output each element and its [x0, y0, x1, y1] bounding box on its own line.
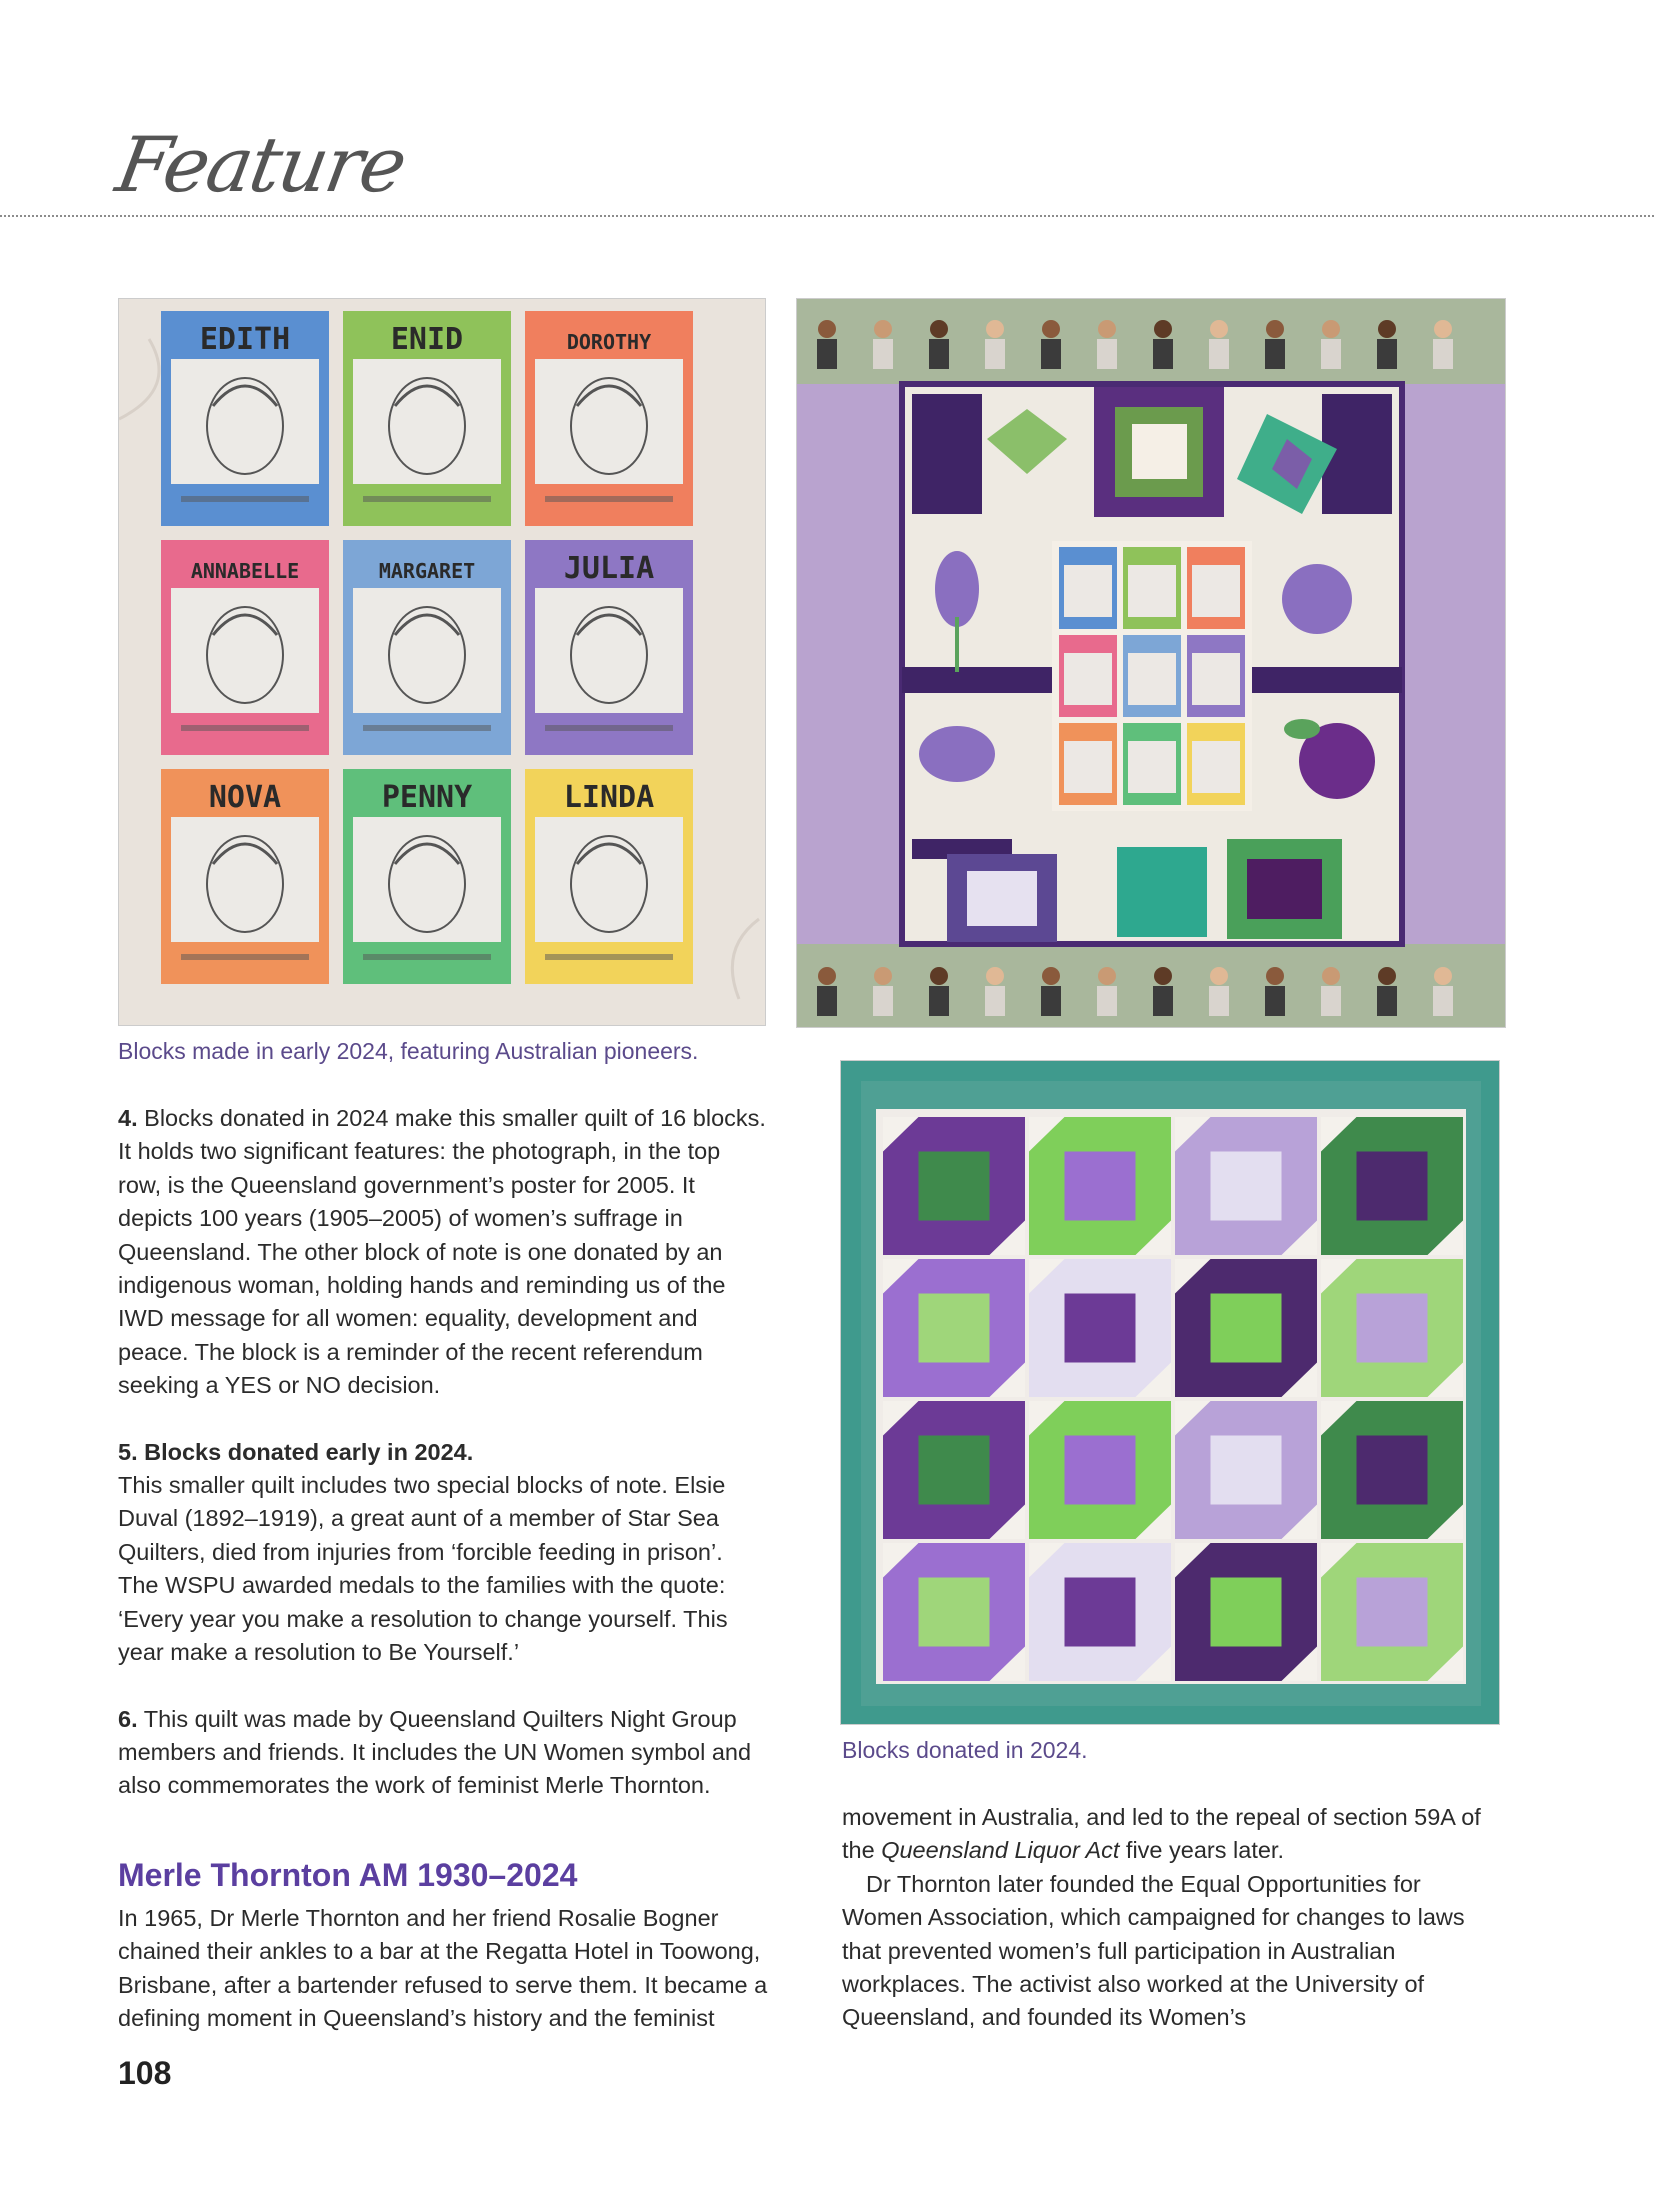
pioneer-block: [343, 311, 511, 526]
pioneer-name-label: EDITH: [199, 322, 291, 357]
merle-text-part: five years later.: [1119, 1837, 1284, 1864]
donated-block: [883, 1117, 1025, 1255]
pioneer-name-label: ENID: [390, 322, 464, 357]
merle-paragraph-1-end: [842, 1801, 1492, 1868]
donated-block: [883, 1259, 1025, 1397]
merle-right-text: [842, 1801, 1492, 2035]
pioneer-block: [161, 311, 329, 526]
border-figure: [1153, 320, 1173, 369]
border-figure: [1097, 967, 1117, 1016]
donated-block: [1175, 1401, 1317, 1539]
pioneer-name-label: DOROTHY: [566, 330, 652, 354]
donated-block: [1029, 1117, 1171, 1255]
donated-block: [1175, 1543, 1317, 1681]
paragraph-4-number: 4.: [118, 1105, 138, 1131]
pioneers-quilt-photo: [118, 298, 766, 1026]
pioneer-block: [525, 540, 693, 755]
paragraph-6: [118, 1703, 768, 1803]
pioneer-block: [343, 540, 511, 755]
paragraph-4: [118, 1102, 768, 1403]
border-figure: [1321, 967, 1341, 1016]
donated-block: [1175, 1259, 1317, 1397]
border-figure: [1153, 967, 1173, 1016]
merle-text-part: movement in Australia, and led to the repeal of section 59A of the: [842, 1804, 1481, 1864]
border-figure: [873, 967, 893, 1016]
paragraph-4-text: Blocks donated in 2024 make this smaller quilt of 16 blocks. It holds two significant features: the photograph, in the top row, is the Queensland government’s poster for 2005. It depicts 100 years (1905–2005) of women’s suffrage in Queensland. The other block of note is one donated by an indigenous woman, holding hands and reminding us of the IWD message for all women: equality, development and peace. The block is a reminder of the recent referendum seeking a YES or NO decision.: [118, 1105, 766, 1399]
border-figure: [1321, 320, 1341, 369]
caption-pioneers: Blocks made in early 2024, featuring Australian pioneers.: [118, 1038, 699, 1064]
pioneer-block: [525, 769, 693, 984]
border-figure: [873, 320, 893, 369]
paragraph-5: [118, 1436, 768, 1670]
border-figure: [1265, 320, 1285, 369]
pioneer-name-label: ANNABELLE: [190, 559, 300, 583]
border-figure: [929, 320, 949, 369]
donated-block: [1175, 1117, 1317, 1255]
border-figure: [1433, 967, 1453, 1016]
pioneer-name-label: MARGARET: [378, 559, 476, 583]
border-figure: [1377, 967, 1397, 1016]
feature-section-header: [110, 115, 410, 245]
donated-block: [1321, 1543, 1463, 1681]
border-figure: [1209, 320, 1229, 369]
paragraph-5-text: This smaller quilt includes two special blocks of note. Elsie Duval (1892–1919), a great aunt of a member of Star Sea Quilters, died from injuries from ‘forcible feeding in prison’. The WSPU awarded medals to the families with the quote: ‘Every year you make a resolution to change yourself. This year make a resolution to Be Yourself.’: [118, 1472, 728, 1666]
border-figure: [817, 320, 837, 369]
border-figure: [1209, 967, 1229, 1016]
donated-block: [883, 1401, 1025, 1539]
pioneer-name-label: LINDA: [563, 780, 655, 815]
paragraph-5-title: 5. Blocks donated early in 2024.: [118, 1438, 474, 1465]
border-figure: [929, 967, 949, 1016]
donated-block: [1029, 1543, 1171, 1681]
pioneer-block: [161, 540, 329, 755]
border-figure: [1265, 967, 1285, 1016]
page-number: 108: [118, 2055, 172, 2091]
pioneer-block: [343, 769, 511, 984]
pioneer-name-label: PENNY: [381, 780, 473, 815]
pioneer-name-label: NOVA: [208, 780, 282, 815]
large-quilt-photo: [796, 298, 1506, 1028]
border-figure: [1041, 967, 1061, 1016]
merle-left-text: [118, 1902, 798, 2036]
donated-block: [1029, 1401, 1171, 1539]
pioneer-block: [525, 311, 693, 526]
border-figure: [1377, 320, 1397, 369]
donated-block: [1029, 1259, 1171, 1397]
border-figure: [985, 967, 1005, 1016]
donated-block: [1321, 1401, 1463, 1539]
caption-donated: Blocks donated in 2024.: [842, 1737, 1088, 1763]
border-figure: [1041, 320, 1061, 369]
pioneer-block: [161, 769, 329, 984]
section-title: Feature: [110, 120, 412, 209]
pioneer-name-label: JULIA: [563, 551, 655, 586]
paragraph-6-number: 6.: [118, 1705, 138, 1732]
donated-quilt-photo: [840, 1060, 1500, 1725]
header-dotted-rule: [0, 215, 1654, 217]
paragraph-6-text: This quilt was made by Queensland Quilters Night Group members and friends. It includes the UN Women symbol and also commemorates the work of feminist Merle Thornton.: [118, 1705, 752, 1799]
border-figure: [817, 967, 837, 1016]
border-figure: [985, 320, 1005, 369]
border-figure: [1097, 320, 1117, 369]
left-column-text: [118, 1102, 768, 1836]
merle-heading: Merle Thornton AM 1930–2024: [118, 1857, 578, 1893]
donated-block: [1321, 1259, 1463, 1397]
donated-block: [1321, 1117, 1463, 1255]
border-figure: [1433, 320, 1453, 369]
donated-block: [883, 1543, 1025, 1681]
merle-paragraph-2: Dr Thornton later founded the Equal Opportunities for Women Association, which campaigned for changes to laws that prevented women’s full participation in Australian workplaces. The activist also worked at the University of Queensland, and founded its Women’s: [842, 1870, 1465, 2031]
liquor-act-title: Queensland Liquor Act: [881, 1837, 1120, 1864]
merle-paragraph-1-start: In 1965, Dr Merle Thornton and her friend Rosalie Bogner chained their ankles to a bar at the Regatta Hotel in Toowong, Brisbane, after a bartender refused to serve them. It became a defining moment in Queensland’s history and the feminist: [118, 1905, 768, 2032]
